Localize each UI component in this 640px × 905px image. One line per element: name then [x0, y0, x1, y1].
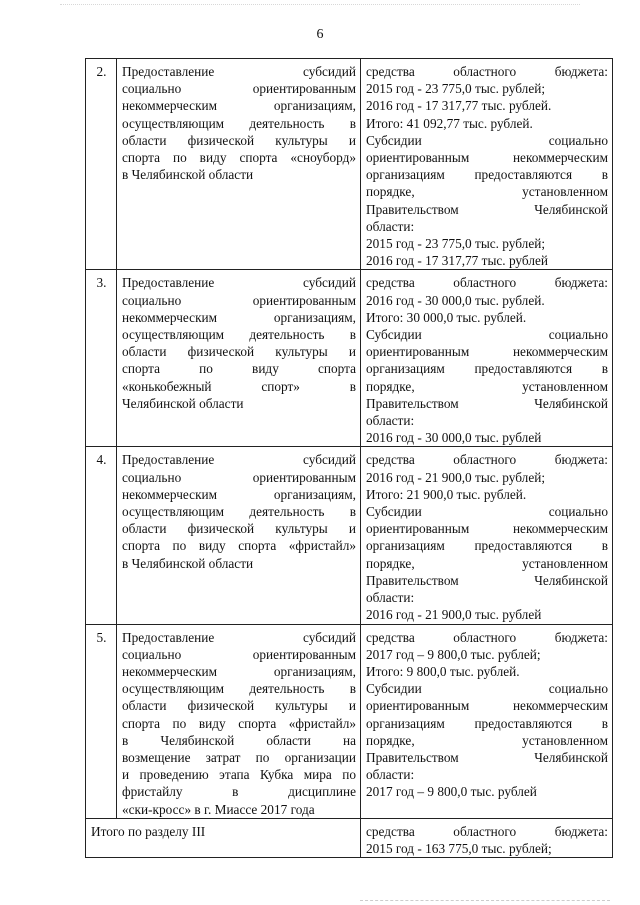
text-line: 2017 год – 9 800,0 тыс. рублей: [366, 784, 537, 800]
text-line: Субсидии социально: [366, 504, 608, 520]
text-line: некоммерческим организациям,: [122, 309, 356, 325]
text-line: Правительством Челябинской: [366, 395, 608, 411]
text-line: осуществляющим деятельность в: [122, 681, 356, 697]
total-row: [86, 818, 613, 857]
text-line: и проведению этапа Кубка мира по: [122, 767, 356, 783]
text-line: Предоставление субсидий: [122, 275, 356, 291]
text-line: порядке, установленном: [366, 184, 608, 200]
text-line: области физической культуры и: [122, 344, 356, 360]
text-line: 2016 год - 30 000,0 тыс. рублей.: [366, 292, 545, 308]
text-line: «конькобежный спорт» в: [122, 378, 356, 394]
text-line: 2016 год - 17 317,77 тыс. рублей: [366, 253, 548, 269]
text-line: средства областного бюджета:: [366, 452, 608, 468]
text-line: порядке, установленном: [366, 378, 608, 394]
text-line: социально ориентированным: [122, 81, 356, 97]
text-line: осуществляющим деятельность в: [122, 504, 356, 520]
page-number: 6: [316, 27, 324, 42]
text-line: порядке, установленном: [366, 555, 608, 571]
text-line: Правительством Челябинской: [366, 201, 608, 217]
text-line: области:: [366, 590, 415, 606]
text-line: некоммерческим организациям,: [122, 98, 356, 114]
text-line: Итого: 30 000,0 тыс. рублей.: [366, 309, 527, 325]
text-line: 2016 год - 21 900,0 тыс. рублей: [366, 607, 542, 623]
text-line: спорта по виду спорта: [122, 361, 356, 377]
funding-source-text: [366, 451, 608, 623]
text-line: Предоставление субсидий: [122, 629, 356, 645]
budget-table: [85, 58, 613, 858]
text-line: «ски-кросс» в г. Миассе 2017 года: [122, 801, 315, 817]
funding-source-cell: [361, 624, 613, 818]
text-line: области:: [366, 767, 415, 783]
text-line: в Челябинской области: [122, 555, 254, 571]
text-line: 2015 год - 23 775,0 тыс. рублей;: [366, 236, 546, 252]
text-line: Итого: 41 092,77 тыс. рублей.: [366, 115, 533, 131]
funding-source-text: [366, 274, 608, 446]
table-row: [86, 59, 613, 270]
funding-source-cell: [361, 270, 613, 447]
text-line: средства областного бюджета:: [366, 629, 608, 645]
total-source-cell: [361, 818, 613, 857]
row-number: 5.: [86, 624, 117, 818]
text-line: Субсидии социально: [366, 327, 608, 343]
text-line: 2016 год - 30 000,0 тыс. рублей: [366, 430, 542, 446]
table-row: [86, 270, 613, 447]
text-line: социально ориентированным: [122, 469, 356, 485]
text-line: области:: [366, 413, 415, 429]
text-line: области физической культуры и: [122, 521, 356, 537]
text-line: области:: [366, 218, 415, 234]
text-line: 2016 год - 17 317,77 тыс. рублей.: [366, 98, 552, 114]
table-body: [86, 59, 613, 858]
scan-artifact-top: [60, 4, 580, 11]
text-line: области физической культуры и: [122, 132, 356, 148]
text-line: осуществляющим деятельность в: [122, 115, 356, 131]
text-line: ориентированным некоммерческим: [366, 344, 608, 360]
text-line: спорта по виду спорта «фристайл»: [122, 715, 356, 731]
text-line: 2016 год - 21 900,0 тыс. рублей;: [366, 469, 546, 485]
text-line: средства областного бюджета:: [366, 823, 608, 839]
funding-source-text: [366, 629, 608, 801]
text-line: социально ориентированным: [122, 292, 356, 308]
text-line: фристайлу в дисциплине: [122, 784, 356, 800]
text-line: организациям предоставляются в: [366, 715, 608, 731]
measure-name-text: [122, 63, 356, 183]
text-line: спорта по виду спорта «сноуборд»: [122, 150, 356, 166]
text-line: ориентированным некоммерческим: [366, 150, 608, 166]
text-line: порядке, установленном: [366, 732, 608, 748]
text-line: средства областного бюджета:: [366, 64, 608, 79]
text-line: ориентированным некоммерческим: [366, 698, 608, 714]
scan-artifact-bottom: [360, 900, 610, 902]
measure-name-text: [122, 451, 356, 571]
text-line: Итого: 21 900,0 тыс. рублей.: [366, 486, 527, 502]
text-line: Итого: 9 800,0 тыс. рублей.: [366, 663, 520, 679]
text-line: 2017 год – 9 800,0 тыс. рублей;: [366, 646, 541, 662]
text-line: организациям предоставляются в: [366, 167, 608, 183]
text-line: Челябинской области: [122, 395, 244, 411]
measure-name-cell: [117, 447, 361, 624]
total-label: Итого по разделу III: [86, 818, 361, 857]
table-row: [86, 624, 613, 818]
row-number: 4.: [86, 447, 117, 624]
text-line: Правительством Челябинской: [366, 572, 608, 588]
text-line: осуществляющим деятельность в: [122, 327, 356, 343]
text-line: области физической культуры и: [122, 698, 356, 714]
text-line: Субсидии социально: [366, 132, 608, 148]
text-line: 2015 год - 23 775,0 тыс. рублей;: [366, 81, 546, 97]
text-line: в Челябинской области: [122, 167, 254, 183]
measure-name-cell: [117, 270, 361, 447]
text-line: 2015 год - 163 775,0 тыс. рублей;: [366, 840, 552, 856]
text-line: Субсидии социально: [366, 681, 608, 697]
text-line: Предоставление субсидий: [122, 64, 356, 79]
text-line: Предоставление субсидий: [122, 452, 356, 468]
measure-name-text: [122, 274, 356, 412]
measure-name-cell: [117, 624, 361, 818]
text-line: возмещение затрат по организации: [122, 749, 356, 765]
row-number: 3.: [86, 270, 117, 447]
text-line: спорта по виду спорта «фристайл»: [122, 538, 356, 554]
text-line: некоммерческим организациям,: [122, 663, 356, 679]
text-line: Правительством Челябинской: [366, 749, 608, 765]
text-line: в Челябинской области на: [122, 732, 356, 748]
table-row: [86, 447, 613, 624]
total-source-text: [366, 823, 608, 857]
text-line: организациям предоставляются в: [366, 538, 608, 554]
text-line: некоммерческим организациям,: [122, 486, 356, 502]
funding-source-cell: [361, 447, 613, 624]
measure-name-cell: [117, 59, 361, 270]
funding-source-text: [366, 63, 608, 269]
text-line: ориентированным некоммерческим: [366, 521, 608, 537]
text-line: средства областного бюджета:: [366, 275, 608, 291]
text-line: социально ориентированным: [122, 646, 356, 662]
row-number: 2.: [86, 59, 117, 270]
measure-name-text: [122, 629, 356, 818]
text-line: организациям предоставляются в: [366, 361, 608, 377]
funding-source-cell: [361, 59, 613, 270]
